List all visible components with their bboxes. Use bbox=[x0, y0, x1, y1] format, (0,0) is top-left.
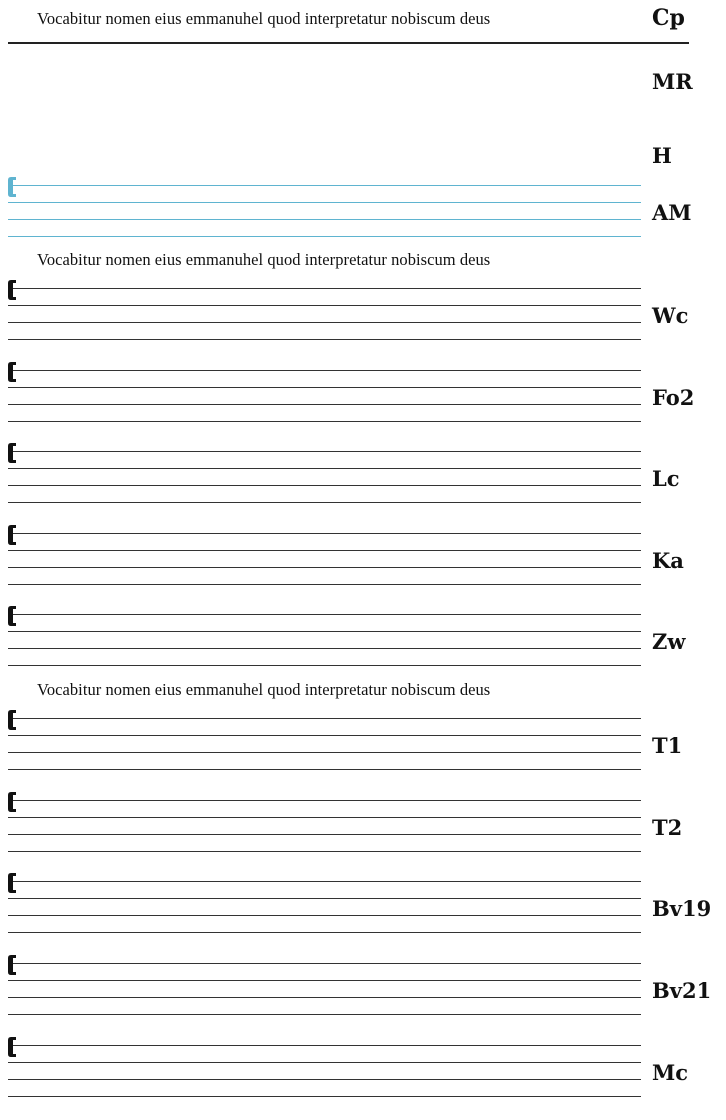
siglum-mc: Mc bbox=[652, 1060, 689, 1085]
staff-am[interactable] bbox=[8, 185, 641, 239]
siglum-wc: Wc bbox=[652, 303, 689, 328]
staff-wc[interactable] bbox=[8, 288, 641, 342]
staff-line bbox=[8, 997, 641, 998]
c-clef-icon bbox=[8, 362, 17, 382]
staff-t1[interactable] bbox=[8, 718, 641, 772]
staff-ka[interactable] bbox=[8, 533, 641, 587]
staff-line bbox=[8, 752, 641, 753]
staff-line bbox=[8, 370, 641, 371]
staff-line bbox=[8, 533, 641, 534]
siglum-t2: T2 bbox=[652, 815, 683, 840]
staff-line bbox=[8, 1096, 641, 1097]
staff-line bbox=[8, 1062, 641, 1063]
staff-line bbox=[8, 451, 641, 452]
text-line-cp: Vocabitur nomen eius emmanuhel quod interpretatur nobiscum deus bbox=[37, 9, 491, 28]
staff-line bbox=[8, 898, 641, 899]
siglum-mr: MR bbox=[652, 69, 693, 94]
c-clef-icon bbox=[8, 525, 17, 545]
staff-line bbox=[8, 932, 641, 933]
staff-zw[interactable] bbox=[8, 614, 641, 668]
c-clef-icon bbox=[8, 1037, 17, 1057]
staff-line bbox=[8, 800, 641, 801]
staff-line bbox=[8, 614, 641, 615]
staff-line bbox=[8, 322, 641, 323]
text-underline-rule bbox=[8, 42, 689, 44]
staff-bv21[interactable] bbox=[8, 963, 641, 1017]
c-clef-icon bbox=[8, 443, 17, 463]
staff-line bbox=[8, 339, 641, 340]
siglum-ka: Ka bbox=[652, 548, 684, 573]
staff-line bbox=[8, 421, 641, 422]
staff-line bbox=[8, 236, 641, 237]
staff-line bbox=[8, 485, 641, 486]
siglum-cp: Cp bbox=[652, 5, 685, 31]
staff-line bbox=[8, 631, 641, 632]
c-clef-icon bbox=[8, 606, 17, 626]
staff-line bbox=[8, 404, 641, 405]
c-clef-icon bbox=[8, 177, 17, 197]
staff-line bbox=[8, 769, 641, 770]
staff-line bbox=[8, 468, 641, 469]
staff-line bbox=[8, 550, 641, 551]
staff-line bbox=[8, 288, 641, 289]
siglum-t1: T1 bbox=[652, 733, 683, 758]
text-line-group-3: Vocabitur nomen eius emmanuhel quod interpretatur nobiscum deus bbox=[37, 680, 491, 699]
staff-line bbox=[8, 665, 641, 666]
siglum-bv19: Bv19 bbox=[652, 896, 712, 921]
staff-line bbox=[8, 851, 641, 852]
siglum-h: H bbox=[652, 143, 672, 168]
staff-line bbox=[8, 735, 641, 736]
staff-line bbox=[8, 1045, 641, 1046]
staff-line bbox=[8, 980, 641, 981]
staff-line bbox=[8, 834, 641, 835]
staff-line bbox=[8, 718, 641, 719]
staff-line bbox=[8, 185, 641, 186]
staff-bv19[interactable] bbox=[8, 881, 641, 935]
staff-line bbox=[8, 502, 641, 503]
text-line-group-2: Vocabitur nomen eius emmanuhel quod interpretatur nobiscum deus bbox=[37, 250, 491, 269]
c-clef-icon bbox=[8, 280, 17, 300]
c-clef-icon bbox=[8, 792, 17, 812]
staff-line bbox=[8, 817, 641, 818]
staff-line bbox=[8, 219, 641, 220]
staff-line bbox=[8, 305, 641, 306]
staff-line bbox=[8, 915, 641, 916]
staff-line bbox=[8, 202, 641, 203]
siglum-fo2: Fo2 bbox=[652, 385, 695, 410]
staff-line bbox=[8, 584, 641, 585]
c-clef-icon bbox=[8, 873, 17, 893]
siglum-zw: Zw bbox=[652, 629, 686, 654]
siglum-lc: Lc bbox=[652, 466, 680, 491]
staff-fo2[interactable] bbox=[8, 370, 641, 424]
staff-line bbox=[8, 881, 641, 882]
staff-line bbox=[8, 648, 641, 649]
siglum-bv21: Bv21 bbox=[652, 978, 712, 1003]
c-clef-icon bbox=[8, 955, 17, 975]
staff-line bbox=[8, 567, 641, 568]
staff-line bbox=[8, 1079, 641, 1080]
staff-mc[interactable] bbox=[8, 1045, 641, 1099]
siglum-am: AM bbox=[652, 200, 692, 225]
c-clef-icon bbox=[8, 710, 17, 730]
staff-line bbox=[8, 1014, 641, 1015]
staff-lc[interactable] bbox=[8, 451, 641, 505]
staff-line bbox=[8, 387, 641, 388]
staff-t2[interactable] bbox=[8, 800, 641, 854]
staff-line bbox=[8, 963, 641, 964]
